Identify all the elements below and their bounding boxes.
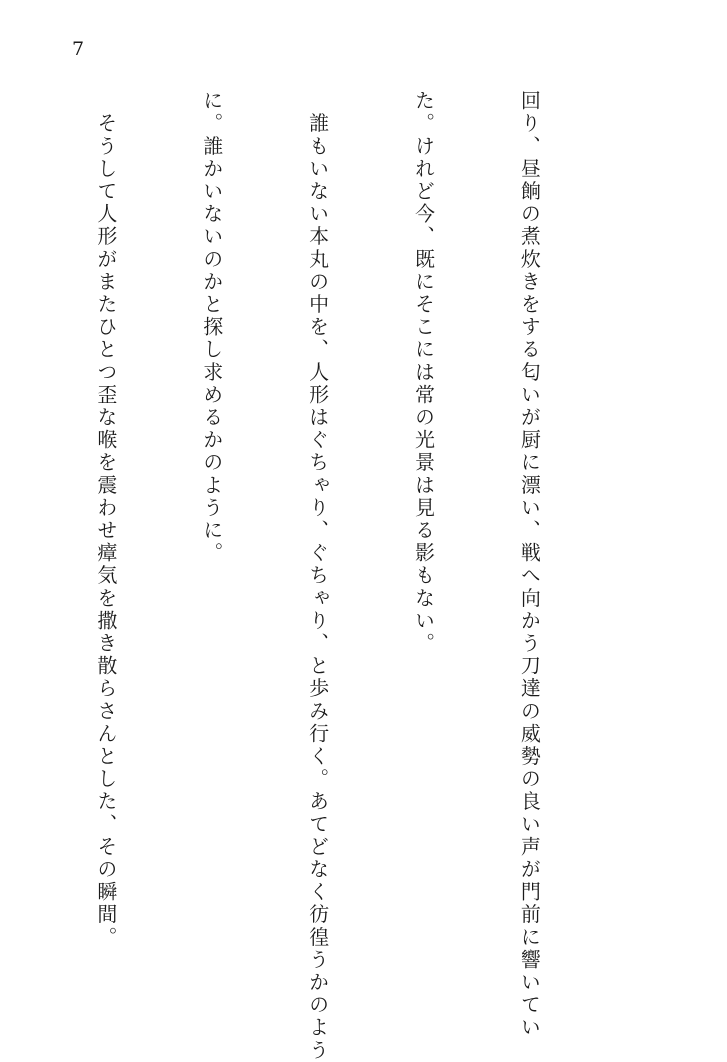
page-number: 7 — [72, 38, 85, 60]
novel-text-body — [0, 90, 617, 1062]
text-line: た。けれど今、既にそこには常の光景は見る影もない。 — [411, 90, 436, 655]
text-line: に。誰かいないのかと探し求めるかのように。 — [199, 90, 224, 565]
text-line: 回り、昼餉の煮炊きをする匂いが厨に漂い、戦へ向かう刀達の威勢の良い声が門前に響いてい — [517, 90, 542, 1040]
text-line: そうして人形がまたひとつ歪な喉を震わせ瘴気を撒き散らさんとした、その瞬間。 — [93, 90, 118, 949]
text-line: 誰もいない本丸の中を、人形はぐちゃり、ぐちゃり、と歩み行く。あてどなく彷徨うかのよう — [305, 90, 330, 1062]
